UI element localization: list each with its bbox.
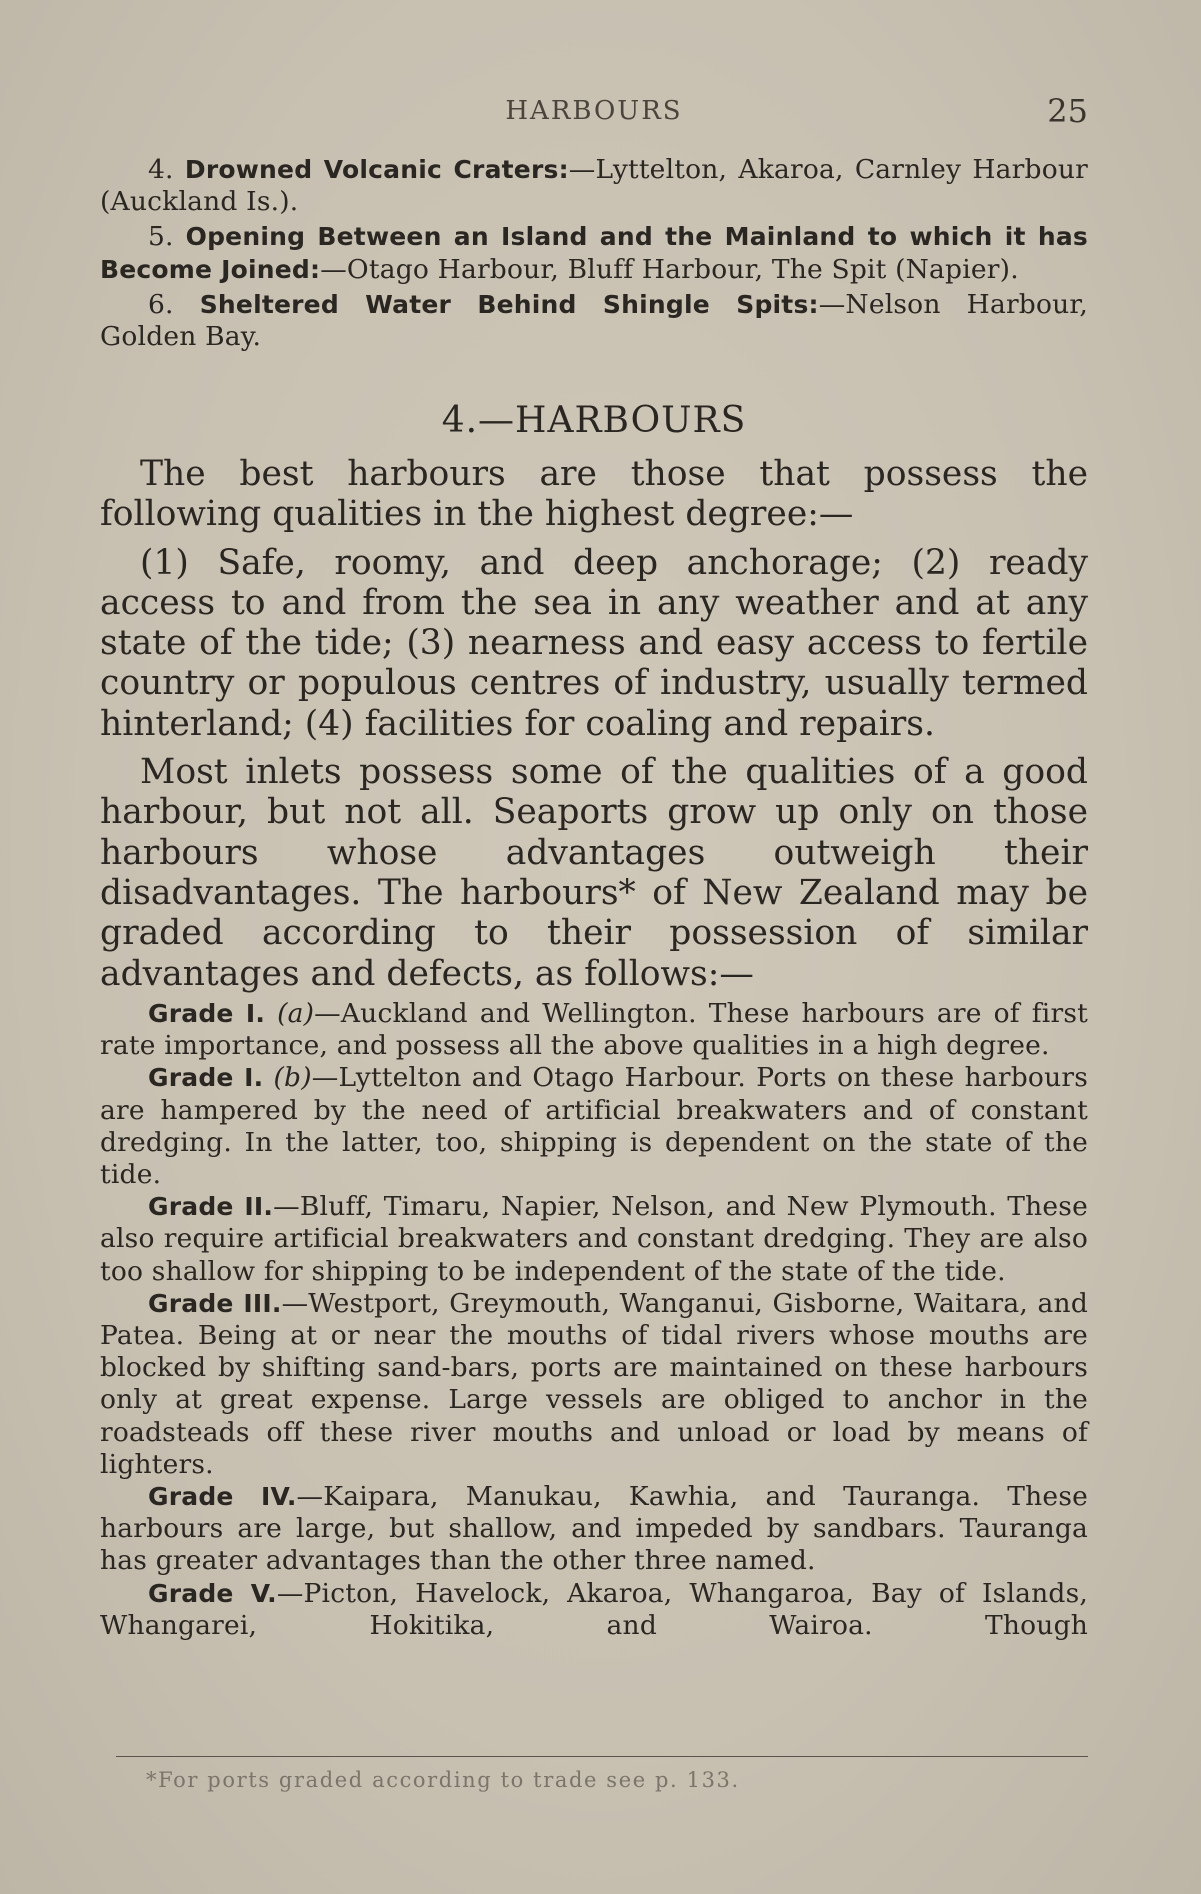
paragraph: (1) Safe, roomy, and deep anchorage; (2) ready access to and from the sea in any weather and at any state of the tide; (3) nearness and easy access to fertile country or populous centres of industry, usually termed hinterland; (4) facilities for coaling and repairs. (100, 542, 1088, 744)
list-item (100, 154, 1088, 218)
grade-list (100, 998, 1088, 1642)
grade-entry (100, 1578, 1088, 1642)
grade-text: —Auckland and Wellington. These harbours are of first rate importance, and possess all the above qualities in a high degree. (100, 998, 1088, 1062)
grade-text: —Lyttelton and Otago Harbour. Ports on these harbours are hampered by the need of artificial breakwaters and of constant dredging. In the latter, too, shipping is dependent on the state of the tide. (100, 1062, 1089, 1191)
grade-entry (100, 998, 1088, 1062)
grade-text: —Westport, Greymouth, Wanganui, Gisborne, Waitara, and Patea. Being at or near the mouths of tidal rivers whose mouths are blocked by shifting sand-bars, ports are maintained on these harbours only at great expense. Large vessels are obliged to anchor in the roadsteads off these river mouths and unload or load by means of lighters. (100, 1287, 1088, 1480)
footnote: *For ports graded according to trade see p. 133. (146, 1768, 740, 1792)
paragraph: The best harbours are those that possess the following qualities in the highest degree:— (100, 454, 1088, 535)
list-term: Opening Between an Island and the Mainland to which it has Become Joined: (100, 222, 1089, 284)
grade-label: Grade I. (148, 1063, 264, 1093)
grade-entry (100, 1288, 1088, 1481)
list-item (100, 289, 1088, 353)
list-examples: —Otago Harbour, Bluff Harbour, The Spit (Napier). (320, 253, 1019, 285)
grade-label: Grade II. (148, 1192, 274, 1222)
list-item (100, 221, 1088, 285)
body-text (100, 454, 1088, 994)
grade-text: —Bluff, Timaru, Napier, Nelson, and New Plymouth. These also require artificial breakwaters and constant dredging. They are also too shallow for shipping to be independent of the state of the tide. (100, 1191, 1088, 1287)
grade-label: Grade IV. (148, 1482, 297, 1512)
grade-label: Grade V. (148, 1578, 277, 1608)
list-number: 4. (148, 154, 185, 185)
paragraph: Most inlets possess some of the qualities of a good harbour, but not all. Seaports grow up only on those harbours whose advantages outweigh their disadvantages. The harbours* of New Zealand may be graded according to their possession of similar advantages and defects, as follows:— (100, 752, 1088, 994)
grade-entry (100, 1191, 1088, 1288)
section-heading-block (100, 394, 1088, 448)
running-title: HARBOURS (505, 96, 683, 126)
grade-entry (100, 1481, 1088, 1578)
grade-text: —Picton, Havelock, Akaroa, Whangaroa, Bay of Islands, Whangarei, Hokitika, and Wairoa. Though (100, 1577, 1089, 1641)
list-term: Drowned Volcanic Craters: (184, 155, 569, 184)
grade-label: Grade III. (148, 1288, 282, 1318)
section-heading: 4.—HARBOURS (441, 400, 747, 441)
list-term: Sheltered Water Behind Shingle Spits: (199, 289, 819, 319)
list-examples: —Nelson Harbour, Golden Bay. (100, 288, 1088, 353)
list-examples: —Lyttelton, Akaroa, Carnley Harbour (Auckland Is.). (100, 154, 1089, 218)
grade-label: Grade I. (148, 999, 266, 1028)
footnote-rule (116, 1756, 1088, 1757)
grade-sub: (a) (277, 998, 315, 1029)
list-number: 5. (148, 221, 186, 253)
page-number: 25 (1047, 92, 1088, 130)
running-head (100, 92, 1088, 132)
grade-sub: (b) (273, 1062, 312, 1094)
list-number: 6. (148, 288, 200, 320)
grade-entry (100, 1062, 1088, 1191)
harbour-type-list (100, 154, 1088, 353)
grade-text: —Kaipara, Manukau, Kawhia, and Tauranga. These harbours are large, but shallow, and impeded by sandbars. Tauranga has greater advantages than the other three named. (100, 1481, 1088, 1577)
